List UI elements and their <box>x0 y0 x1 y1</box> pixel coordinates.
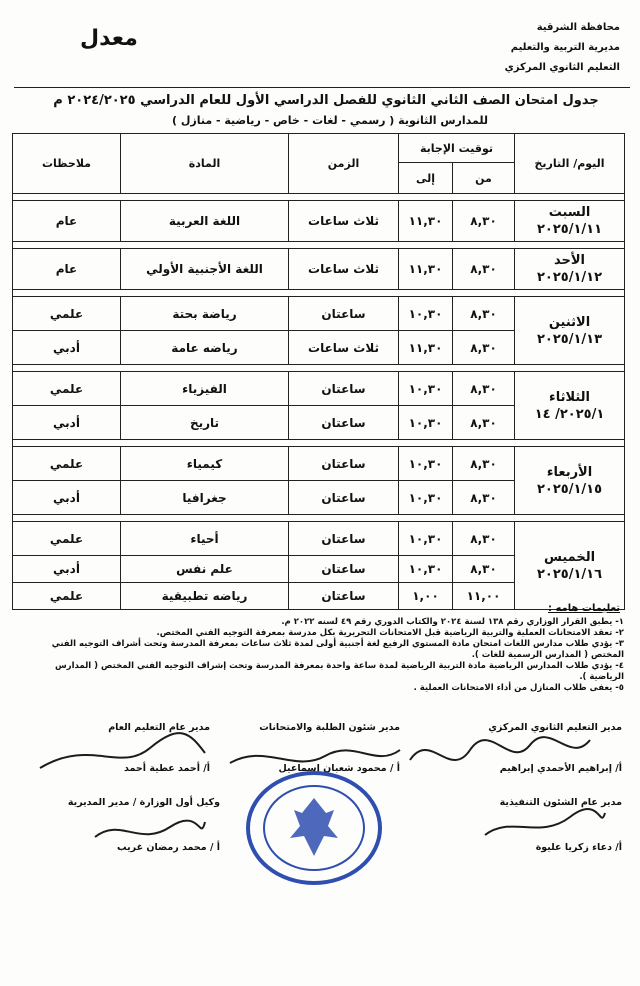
header-department: التعليم الثانوي المركزي <box>504 62 620 73</box>
table-row <box>13 297 625 331</box>
document-subtitle: للمدارس الثانوية ( رسمي - لغات - خاص - رياضية - منازل ) <box>172 114 488 127</box>
time-from: ٨,٣٠ <box>453 331 515 365</box>
time-from: ٨,٣٠ <box>453 447 515 481</box>
time-to: ١١,٣٠ <box>399 201 453 242</box>
time-from: ٨,٣٠ <box>453 249 515 290</box>
handwritten-signature <box>90 812 210 852</box>
header-directorate: مديرية التربية والتعليم <box>510 42 620 53</box>
duration-cell: ساعتان <box>289 583 399 610</box>
time-to: ١٠,٣٠ <box>399 522 453 556</box>
time-to: ١٠,٣٠ <box>399 556 453 583</box>
day-cell: الأحد ٢٠٢٥/١/١٢ <box>515 249 625 290</box>
duration-cell: ساعتان <box>289 406 399 440</box>
time-to: ١٠,٣٠ <box>399 447 453 481</box>
subject-cell: علم نفس <box>121 556 289 583</box>
day-cell: الاثنين ٢٠٢٥/١/١٣ <box>515 297 625 365</box>
note-cell: عام <box>13 249 121 290</box>
header-governorate: محافظة الشرقية <box>536 22 620 33</box>
signature-undersecretary: وكيل أول الوزارة / مدير المديرية أ / محمد رمضان غريب <box>67 797 220 853</box>
time-from: ١١,٠٠ <box>453 583 515 610</box>
col-subject: المادة <box>121 134 289 194</box>
list-item: ٣- يؤدي طلاب مدارس اللغات امتحان مادة المستوي الرفيع لغة أجنبية أولى لمدة ثلاث ساعات بمعرفة المدرسة وتحت أشراف التوجيه الفني المختص ( المدارس الرسمية للغات ). <box>51 639 624 660</box>
col-duration: الزمن <box>289 134 399 194</box>
table-row <box>13 249 625 290</box>
note-cell: علمي <box>13 297 121 331</box>
time-to: ١٠,٣٠ <box>399 372 453 406</box>
official-seal-icon <box>242 768 387 888</box>
list-item: ١- يطبق القرار الوزاري رقم ١٣٨ لسنة ٢٠٢٤ والكتاب الدوري رقم ٤٩ لسنه ٢٠٢٢ م. <box>281 617 624 627</box>
duration-cell: ثلاث ساعات <box>289 249 399 290</box>
note-cell: أدبي <box>13 556 121 583</box>
notes-title: تعليمات هامه : <box>548 603 620 614</box>
subject-cell: كيمياء <box>121 447 289 481</box>
duration-cell: ساعتان <box>289 481 399 515</box>
subject-cell: رياضه عامة <box>121 331 289 365</box>
time-from: ٨,٣٠ <box>453 406 515 440</box>
duration-cell: ساعتان <box>289 522 399 556</box>
note-cell: عام <box>13 201 121 242</box>
time-from: ٨,٣٠ <box>453 201 515 242</box>
time-from: ٨,٣٠ <box>453 297 515 331</box>
note-cell: أدبي <box>13 406 121 440</box>
col-answer-time: توقيت الإجابة <box>399 134 515 163</box>
note-cell: علمي <box>13 583 121 610</box>
signature-affairs-director: مدير شئون الطلبة والامتحانات أ / محمود شعبان إسماعيل <box>259 722 400 774</box>
duration-cell: ساعتان <box>289 447 399 481</box>
list-item: ٢- تعقد الامتحانات العملية والتربية الرياضية قبل الامتحانات التحريرية بكل مدرسة بمعرفة التوجيه الفني المختص. <box>156 628 624 638</box>
list-item: ٥- يعفى طلاب المنازل من أداء الامتحانات العملية . <box>413 683 624 693</box>
time-to: ١٠,٣٠ <box>399 481 453 515</box>
note-cell: علمي <box>13 522 121 556</box>
time-to: ١,٠٠ <box>399 583 453 610</box>
subject-cell: جغرافيا <box>121 481 289 515</box>
time-from: ٨,٣٠ <box>453 372 515 406</box>
document-title: جدول امتحان الصف الثاني الثانوي للفصل الدراسي الأول للعام الدراسي ٢٠٢٤/٢٠٢٥ م <box>53 93 599 108</box>
note-cell: علمي <box>13 447 121 481</box>
time-from: ٨,٣٠ <box>453 481 515 515</box>
time-to: ١١,٣٠ <box>399 331 453 365</box>
col-notes: ملاحظات <box>13 134 121 194</box>
day-cell: السبت ٢٠٢٥/١/١١ <box>515 201 625 242</box>
signature-central-director: مدير التعليم الثانوي المركزي أ/ إبراهيم الأحمدي إبراهيم <box>488 722 622 774</box>
table-row <box>13 522 625 556</box>
note-cell: أدبي <box>13 331 121 365</box>
subject-cell: اللغة الأجنبية الأولي <box>121 249 289 290</box>
subject-cell: اللغة العربية <box>121 201 289 242</box>
document-header <box>505 18 620 78</box>
subject-cell: رياضة بحتة <box>121 297 289 331</box>
col-to: إلى <box>399 163 453 194</box>
signature-executive-director: مدير عام الشئون التنفيذية أ/ دعاء زكريا عليوة <box>499 797 622 853</box>
duration-cell: ساعتان <box>289 297 399 331</box>
day-cell: الثلاثاء ٢٠٢٥/١/ ١٤ <box>515 372 625 440</box>
day-cell: الأربعاء ٢٠٢٥/١/١٥ <box>515 447 625 515</box>
table-row <box>13 447 625 481</box>
notes-list <box>18 617 624 694</box>
duration-cell: ثلاث ساعات <box>289 331 399 365</box>
note-cell: أدبي <box>13 481 121 515</box>
schedule-table <box>12 133 625 610</box>
time-to: ١٠,٣٠ <box>399 297 453 331</box>
handwritten-signature <box>30 728 210 778</box>
handwritten-signature <box>400 730 600 780</box>
signature-general-education-director: مدير عام التعليم العام أ/ أحمد عطية أحمد <box>108 722 210 774</box>
time-to: ١٠,٣٠ <box>399 406 453 440</box>
table-row <box>13 372 625 406</box>
col-from: من <box>453 163 515 194</box>
subject-cell: أحياء <box>121 522 289 556</box>
subject-cell: الفيزياء <box>121 372 289 406</box>
col-day-date: اليوم/ التاريخ <box>515 134 625 194</box>
duration-cell: ساعتان <box>289 556 399 583</box>
table-row <box>13 201 625 242</box>
header-divider <box>14 87 630 88</box>
day-cell: الخميس ٢٠٢٥/١/١٦ <box>515 522 625 610</box>
note-cell: علمي <box>13 372 121 406</box>
time-from: ٨,٣٠ <box>453 522 515 556</box>
subject-cell: تاريخ <box>121 406 289 440</box>
duration-cell: ساعتان <box>289 372 399 406</box>
time-to: ١١,٣٠ <box>399 249 453 290</box>
handwritten-signature <box>480 805 610 845</box>
duration-cell: ثلاث ساعات <box>289 201 399 242</box>
list-item: ٤- يؤدي طلاب المدارس الرياضية مادة التربية الرياضية لمدة ساعة واحدة بمعرفة المدرسة وتحت إشراف التوجيه الفني المختص ( المدارس الرياضية ). <box>54 661 624 682</box>
amended-mark: معدل <box>80 26 138 51</box>
subject-cell: رياضه تطبيقية <box>121 583 289 610</box>
time-from: ٨,٣٠ <box>453 556 515 583</box>
